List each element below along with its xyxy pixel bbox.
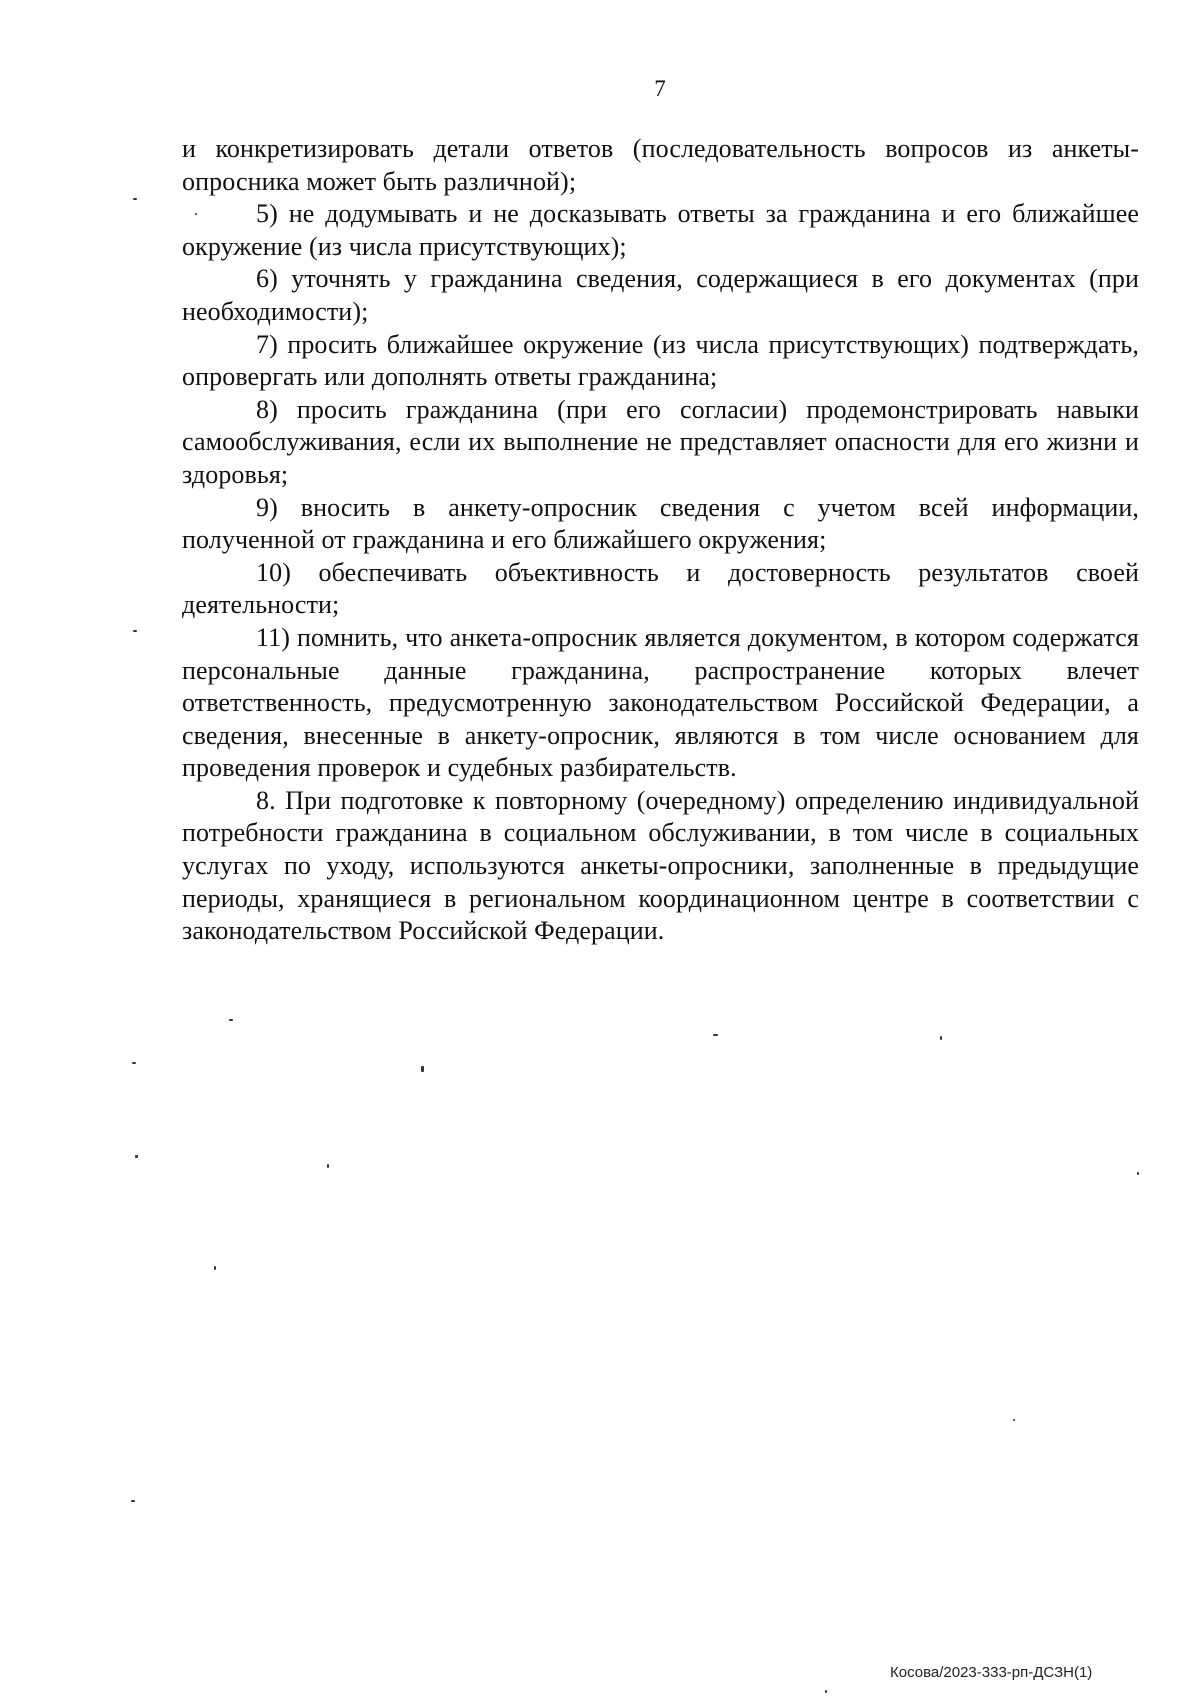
paragraph-item-9: 9) вносить в анкету-опросник сведения с учетом всей информации, полученной от гражданина и его ближайшего окружения; [182,492,1139,555]
scan-speck [133,198,137,200]
scan-speck [195,213,197,215]
scan-speck [421,1066,424,1072]
scan-speck [1013,1419,1015,1421]
paragraph-continuation: и конкретизировать детали ответов (последовательность вопросов из анкеты-опросника может быть различной); [182,134,1139,196]
scan-speck [713,1034,718,1036]
document-reference: Косова/2023-333-рп-ДСЗН(1) [890,1664,1093,1681]
scan-speck [229,1019,233,1021]
scan-speck [214,1266,216,1270]
document-body [182,133,1139,948]
paragraph-item-5: 5) не додумывать и не досказывать ответы за гражданина и его ближайшее окружение (из числа присутствующих); [182,199,1139,261]
page-number: 7 [654,76,666,101]
scan-speck [825,1690,827,1693]
scan-speck [133,630,137,632]
paragraph-item-6: 6) уточнять у гражданина сведения, содержащиеся в его документах (при необходимости); [182,264,1139,326]
paragraph-item-7: 7) просить ближайшее окружение (из числа присутствующих) подтверждать, опровергать или дополнять ответы гражданина; [182,329,1139,392]
scan-speck [135,1155,138,1158]
paragraph-section-8: 8. При подготовке к повторному (очередному) определению индивидуальной потребности гражданина в социальном обслуживании, в том числе в социальных услугах по уходу, используются анкеты-опросники, заполненные в предыдущие периоды, хранящиеся в региональном координационном центре в соответствии с законодательством Российской Федерации. [182,785,1139,946]
scan-speck [1137,1172,1139,1175]
scan-speck [131,1500,135,1502]
scan-speck [327,1164,329,1168]
paragraph-item-11: 11) помнить, что анкета-опросник является документом, в котором содержатся персональные данные гражданина, распространение которых влечет ответственность, предусмотренную законодательством Российской Федерации, а сведения, внесенные в анкету-опросник, являются в том числе основанием для проведения проверок и судебных разбирательств. [182,622,1139,783]
scan-speck [940,1036,942,1040]
paragraph-item-8: 8) просить гражданина (при его согласии) продемонстрировать навыки самообслуживания, если их выполнение не представляет опасности для его жизни и здоровья; [182,394,1139,489]
paragraph-item-10: 10) обеспечивать объективность и достоверность результатов своей деятельности; [182,557,1139,620]
scan-speck [132,1062,136,1064]
